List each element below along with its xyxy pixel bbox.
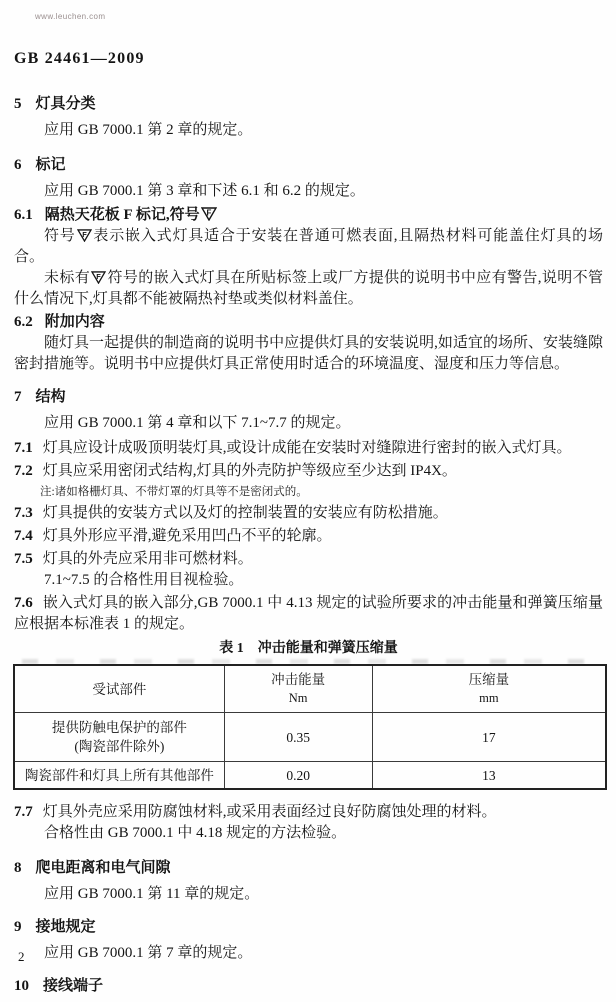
section-title: 结构	[35, 389, 66, 405]
section-title: 爬电距离和电气间隙	[35, 860, 171, 876]
header-impact	[224, 665, 372, 713]
section-10-heading	[14, 974, 603, 998]
part-line-2: (陶瓷部件除外)	[74, 739, 165, 754]
clause-text: 嵌入式灯具的嵌入部分,GB 7000.1 中 4.13 规定的试验所要求的冲击能量和弹簧压缩量应根据本标准表 1 的规定。	[14, 595, 603, 632]
table-header-row	[14, 665, 606, 713]
section-title: 接线端子	[43, 978, 104, 994]
clause-number: 7.1	[14, 440, 33, 456]
cell-part	[14, 713, 224, 762]
header-compression-label: 压缩量	[468, 672, 510, 687]
clause-7-3	[14, 503, 603, 524]
clause-number: 7.3	[14, 505, 33, 521]
page-number: 2	[18, 949, 25, 964]
clause-number: 7.4	[14, 528, 33, 544]
cell-compression: 17	[372, 713, 606, 762]
clause-6-1-heading	[14, 204, 603, 226]
section-7-heading	[14, 385, 603, 409]
clause-6-2-paragraph: 随灯具一起提供的制造商的说明书中应提供灯具的安装说明,如适宜的场所、安装缝隙密封措施等。说明书中应提供灯具正常使用时适合的环境温度、湿度和压力等信息。	[14, 335, 603, 372]
clause-text: 灯具应采用密闭式结构,灯具的外壳防护等级应至少达到 IP4X。	[42, 463, 457, 479]
site-watermark: www.leuchen.com	[35, 12, 106, 21]
clause-number: 7.6	[14, 595, 33, 611]
clause-number: 6.1	[14, 207, 33, 223]
f-mark-icon	[77, 229, 92, 242]
table-caption-label: 表 1	[219, 641, 244, 656]
clause-6-1-paragraph-1	[14, 226, 603, 268]
header-part: 受试部件	[14, 665, 224, 713]
clause-text: 灯具提供的安装方式以及灯的控制装置的安装应有防松措施。	[42, 505, 448, 521]
header-impact-label: 冲击能量	[271, 672, 326, 687]
clause-title: 附加内容	[44, 314, 105, 330]
header-compression-unit: mm	[479, 691, 499, 705]
section-6-paragraph: 应用 GB 7000.1 第 3 章和下述 6.1 和 6.2 的规定。	[44, 183, 365, 199]
clause-7-5-conformity: 7.1~7.5 的合格性用目视检验。	[44, 572, 244, 588]
standard-number: GB 24461—2009	[14, 50, 145, 67]
clause-number: 7.7	[14, 804, 33, 820]
clause-text: 灯具外形应平滑,避免采用凹凸不平的轮廓。	[42, 528, 332, 544]
section-number: 10	[14, 978, 29, 994]
table-caption-text: 冲击能量和弹簧压缩量	[257, 641, 398, 656]
clause-text: 灯具应设计成吸顶明装灯具,或设计成能在安装时对缝隙进行密封的嵌入式灯具。	[42, 440, 572, 456]
section-title: 标记	[35, 157, 66, 173]
paragraph-text: 未标有	[44, 270, 91, 286]
clause-7-7	[14, 802, 603, 823]
paragraph-text: 符号的嵌入式灯具在所贴标签上或厂方提供的说明书中应有警告,说明不管什么情况下,灯具都不能被隔热衬垫或类似材料盖住。	[14, 270, 603, 307]
section-title: 接地规定	[35, 919, 96, 935]
section-number: 6	[14, 157, 22, 173]
table-row	[14, 713, 606, 762]
section-9-paragraph: 应用 GB 7000.1 第 7 章的规定。	[44, 945, 253, 961]
clause-7-6	[14, 593, 603, 635]
section-8-paragraph: 应用 GB 7000.1 第 11 章的规定。	[44, 886, 260, 902]
cell-part: 陶瓷部件和灯具上所有其他部件	[14, 762, 224, 790]
section-number: 7	[14, 389, 22, 405]
impact-energy-table	[13, 664, 607, 790]
paragraph-text: 表示嵌入式灯具适合于安装在普通可燃表面,且隔热材料可能盖住灯具的场合。	[14, 228, 603, 265]
clause-7-1	[14, 438, 603, 459]
clause-7-4	[14, 526, 603, 547]
header-compression	[372, 665, 606, 713]
section-8-heading	[14, 856, 603, 880]
section-9-heading	[14, 915, 603, 939]
cell-compression: 13	[372, 762, 606, 790]
clause-title: 隔热天花板 F 标记,符号	[44, 207, 200, 223]
f-mark-icon	[91, 271, 106, 284]
clause-6-2-heading	[14, 311, 603, 333]
cell-impact: 0.35	[224, 713, 372, 762]
svg-text:F: F	[96, 271, 101, 281]
clause-number: 6.2	[14, 314, 33, 330]
part-line-1: 提供防触电保护的部件	[51, 720, 187, 735]
svg-text:F: F	[81, 229, 87, 239]
clause-7-2	[14, 461, 603, 482]
table-row	[14, 762, 606, 790]
clause-number: 7.5	[14, 551, 33, 567]
section-5-heading	[14, 92, 603, 116]
clause-7-7-conformity: 合格性由 GB 7000.1 中 4.18 规定的方法检验。	[44, 825, 347, 841]
clause-6-1-paragraph-2	[14, 268, 603, 310]
section-title: 灯具分类	[35, 96, 96, 112]
section-7-paragraph: 应用 GB 7000.1 第 4 章和以下 7.1~7.7 的规定。	[44, 415, 351, 431]
svg-text:F: F	[206, 208, 212, 218]
clause-7-5	[14, 549, 603, 570]
clause-text: 灯具的外壳应采用非可燃材料。	[42, 551, 253, 567]
section-5-paragraph: 应用 GB 7000.1 第 2 章的规定。	[44, 122, 253, 138]
section-number: 9	[14, 919, 22, 935]
table-1-caption	[14, 639, 603, 659]
section-number: 8	[14, 860, 22, 876]
paragraph-text: 符号	[44, 228, 76, 244]
section-6-heading	[14, 153, 603, 177]
section-number: 5	[14, 96, 22, 112]
clause-7-2-note: 注:诸如格栅灯具、不带灯罩的灯具等不是密闭式的。	[40, 486, 308, 498]
cell-impact: 0.20	[224, 762, 372, 790]
clause-number: 7.2	[14, 463, 33, 479]
clause-text: 灯具外壳应采用防腐蚀材料,或采用表面经过良好防腐蚀处理的材料。	[42, 804, 497, 820]
header-impact-unit: Nm	[288, 691, 308, 705]
f-mark-icon	[201, 207, 217, 221]
